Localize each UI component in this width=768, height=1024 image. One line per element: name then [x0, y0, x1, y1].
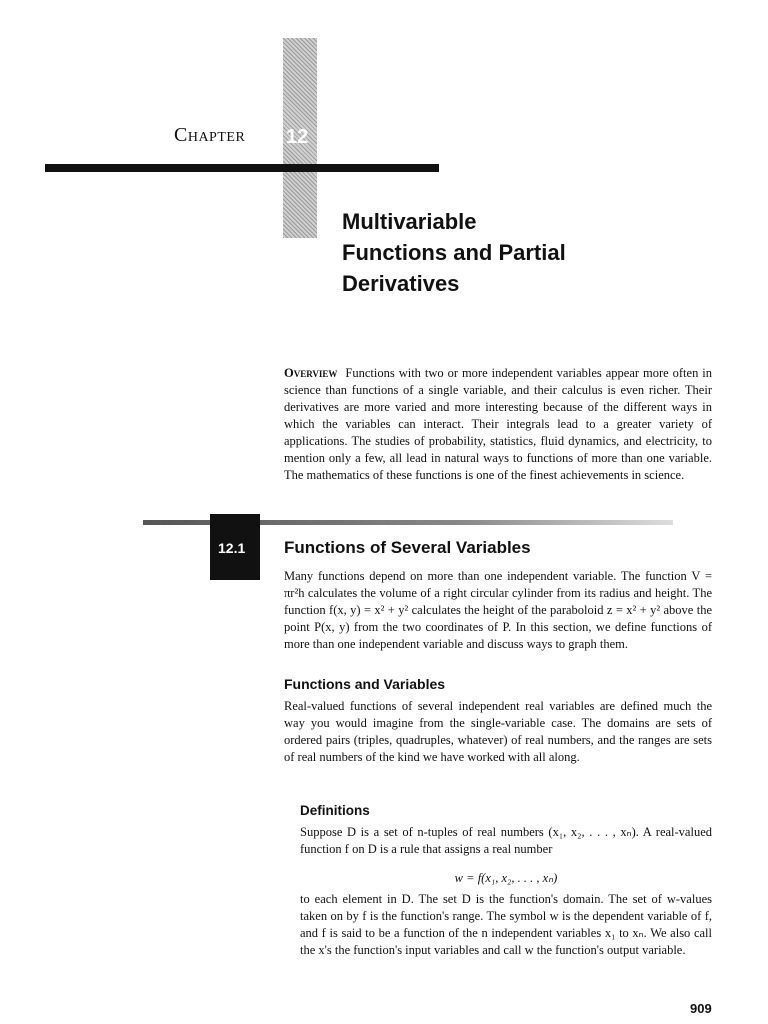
definitions-heading: Definitions	[300, 803, 370, 818]
subsection-title: Functions and Variables	[284, 676, 446, 692]
chapter-title	[342, 206, 602, 299]
overview-label: Overview	[284, 366, 338, 380]
definitions-equation: w = f(x₁, x₂, . . . , xₙ)	[454, 871, 558, 885]
chapter-number: 12	[286, 126, 309, 148]
definitions-text-1: Suppose D is a set of n-tuples of real numbers (x₁, x₂, . . . , xₙ). A real-valued function f on D is a rule that assigns a real number	[300, 825, 712, 856]
chapter-label: Chapter	[174, 124, 246, 146]
overview-paragraph	[284, 365, 712, 484]
overview-text: Functions with two or more independent variables appear more often in science than functions of a single variable, and their calculus is even richer. Their derivatives are more varied and more interesting because of the different ways in which the variables can interact. Their integrals lead to a greater variety of applications. The studies of probability, statistics, fluid dynamics, and electricity, to mention only a few, all lead in natural ways to functions of more than one variable. The mathematics of these functions is one of the finest achievements in science.	[284, 366, 712, 482]
section-title: Functions of Several Variables	[284, 538, 531, 557]
page-number: 909	[690, 1001, 712, 1016]
section-intro: Many functions depend on more than one independent variable. The function V = πr²h calculates the volume of a right circular cylinder from its radius and height. The function f(x, y) = x² + y² calculates the height of the paraboloid z = x² + y² above the point P(x, y) from the two coordinates of P. In this section, we define functions of more than one independent variable and discuss ways to graph them.	[284, 569, 712, 651]
definitions-text-2: to each element in D. The set D is the function's domain. The set of w-values taken on by f is the function's range. The symbol w is the dependent variable of f, and f is said to be a function of the n independent variables x₁ to xₙ. We also call the x's the function's input variables and call w the function's output variable.	[300, 892, 712, 957]
section-number: 12.1	[218, 540, 246, 556]
chapter-title-line: Functions and Partial	[342, 240, 566, 265]
subsection-text: Real-valued functions of several independent real variables are defined much the way you would imagine from the single-variable case. The domains are sets of ordered pairs (triples, quadruples, whatever) of real numbers, and the ranges are sets of real numbers of the kind we have worked with all along.	[284, 699, 712, 764]
chapter-rule	[45, 164, 439, 172]
chapter-title-line: Derivatives	[342, 271, 460, 296]
chapter-title-line: Multivariable	[342, 209, 477, 234]
